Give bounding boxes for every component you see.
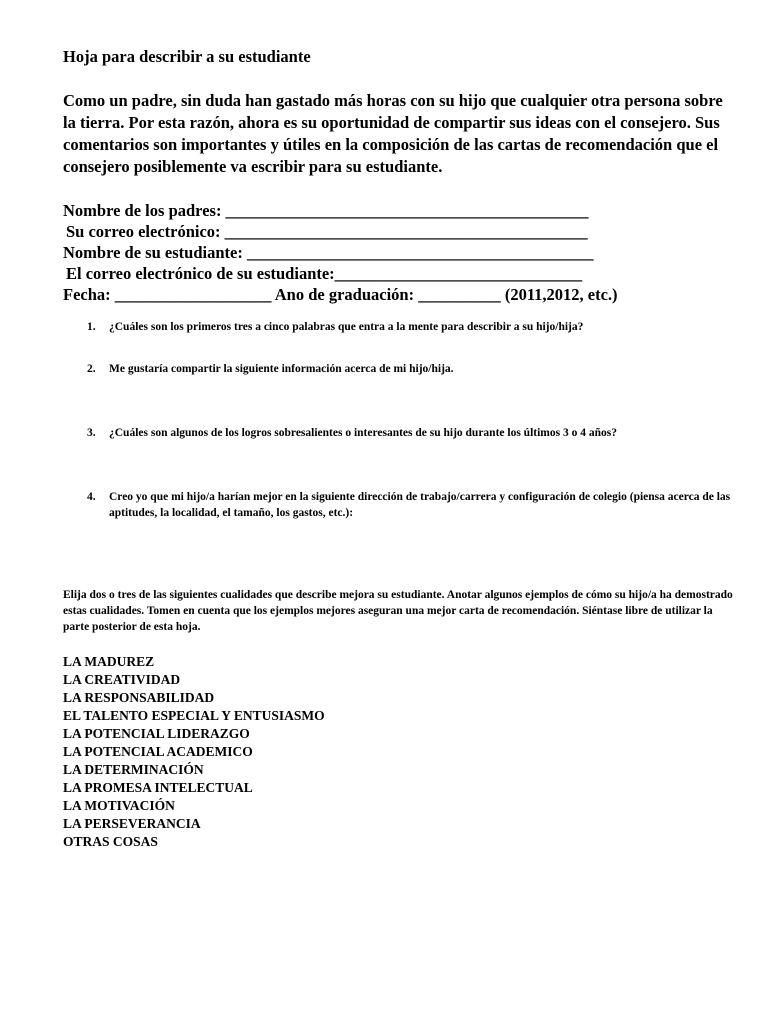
quality-item: LA PERSEVERANCIA bbox=[63, 816, 201, 831]
intro-paragraph: Como un padre, sin duda han gastado más horas con su hijo que cualquier otra persona sobre la tierra. Por esta razón, ahora es su oportunidad de compartir sus ideas con el consejero. Sus comentarios son importantes y útiles en la composición de las cartas de recomendación que el consejero posiblemente va escribir para su estudiante. bbox=[63, 91, 723, 176]
quality-item: LA MADUREZ bbox=[63, 654, 155, 669]
form-fields bbox=[63, 200, 743, 305]
quality-item: LA POTENCIAL ACADEMICO bbox=[63, 744, 253, 759]
quality-item: OTRAS COSAS bbox=[63, 834, 158, 849]
date-graduation-field[interactable]: Fecha: ___________________ Ano de graduación: __________ (2011,2012, etc.) bbox=[63, 285, 618, 304]
quality-item: EL TALENTO ESPECIAL Y ENTUSIASMO bbox=[63, 708, 325, 723]
qualities-list bbox=[63, 653, 743, 851]
question-item bbox=[63, 425, 749, 441]
question-item bbox=[63, 489, 749, 521]
question-item bbox=[63, 319, 749, 335]
quality-item: LA POTENCIAL LIDERAZGO bbox=[63, 726, 250, 741]
quality-item: LA CREATIVIDAD bbox=[63, 672, 181, 687]
quality-item: LA RESPONSABILIDAD bbox=[63, 690, 215, 705]
question-text: ¿Cuáles son los primeros tres a cinco palabras que entra a la mente para describir a su hijo/hija? bbox=[109, 321, 584, 333]
quality-item: LA MOTIVACIÓN bbox=[63, 798, 175, 813]
question-number: 2. bbox=[87, 363, 96, 375]
question-number: 1. bbox=[87, 321, 96, 333]
question-text: Creo yo que mi hijo/a harían mejor en la siguiente dirección de trabajo/carrera y configuración de colegio (piensa acerca de las aptitudes, la localidad, el tamaño, los gastos, etc.): bbox=[109, 491, 731, 519]
question-number: 4. bbox=[87, 491, 96, 503]
email-field[interactable]: Su correo electrónico: ____________________________________________ bbox=[66, 222, 588, 241]
questions-list bbox=[63, 319, 743, 521]
student-email-field[interactable]: El correo electrónico de su estudiante:______________________________ bbox=[66, 264, 583, 283]
quality-item: LA PROMESA INTELECTUAL bbox=[63, 780, 253, 795]
question-text: ¿Cuáles son algunos de los logros sobresalientes o interesantes de su hijo durante los últimos 3 o 4 años? bbox=[109, 427, 617, 439]
question-text: Me gustaría compartir la siguiente información acerca de mi hijo/hija. bbox=[109, 363, 454, 375]
quality-item: LA DETERMINACIÓN bbox=[63, 762, 204, 777]
document-page bbox=[63, 46, 743, 851]
document-title: Hoja para describir a su estudiante bbox=[63, 47, 311, 66]
question-number: 3. bbox=[87, 427, 96, 439]
student-name-field[interactable]: Nombre de su estudiante: __________________________________________ bbox=[63, 243, 594, 262]
question-item bbox=[63, 361, 749, 377]
parents-name-field[interactable]: Nombre de los padres: ____________________________________________ bbox=[63, 201, 589, 220]
qualities-instructions: Elija dos o tres de las siguientes cualidades que describe mejora su estudiante. Anotar algunos ejemplos de cómo su hijo/a ha demostrado estas cualidades. Tomen en cuenta que los ejemplos mejores aseguran una mejor carta de recomendación. Siéntase libre de utilizar la parte posterior de esta hoja. bbox=[63, 589, 733, 633]
